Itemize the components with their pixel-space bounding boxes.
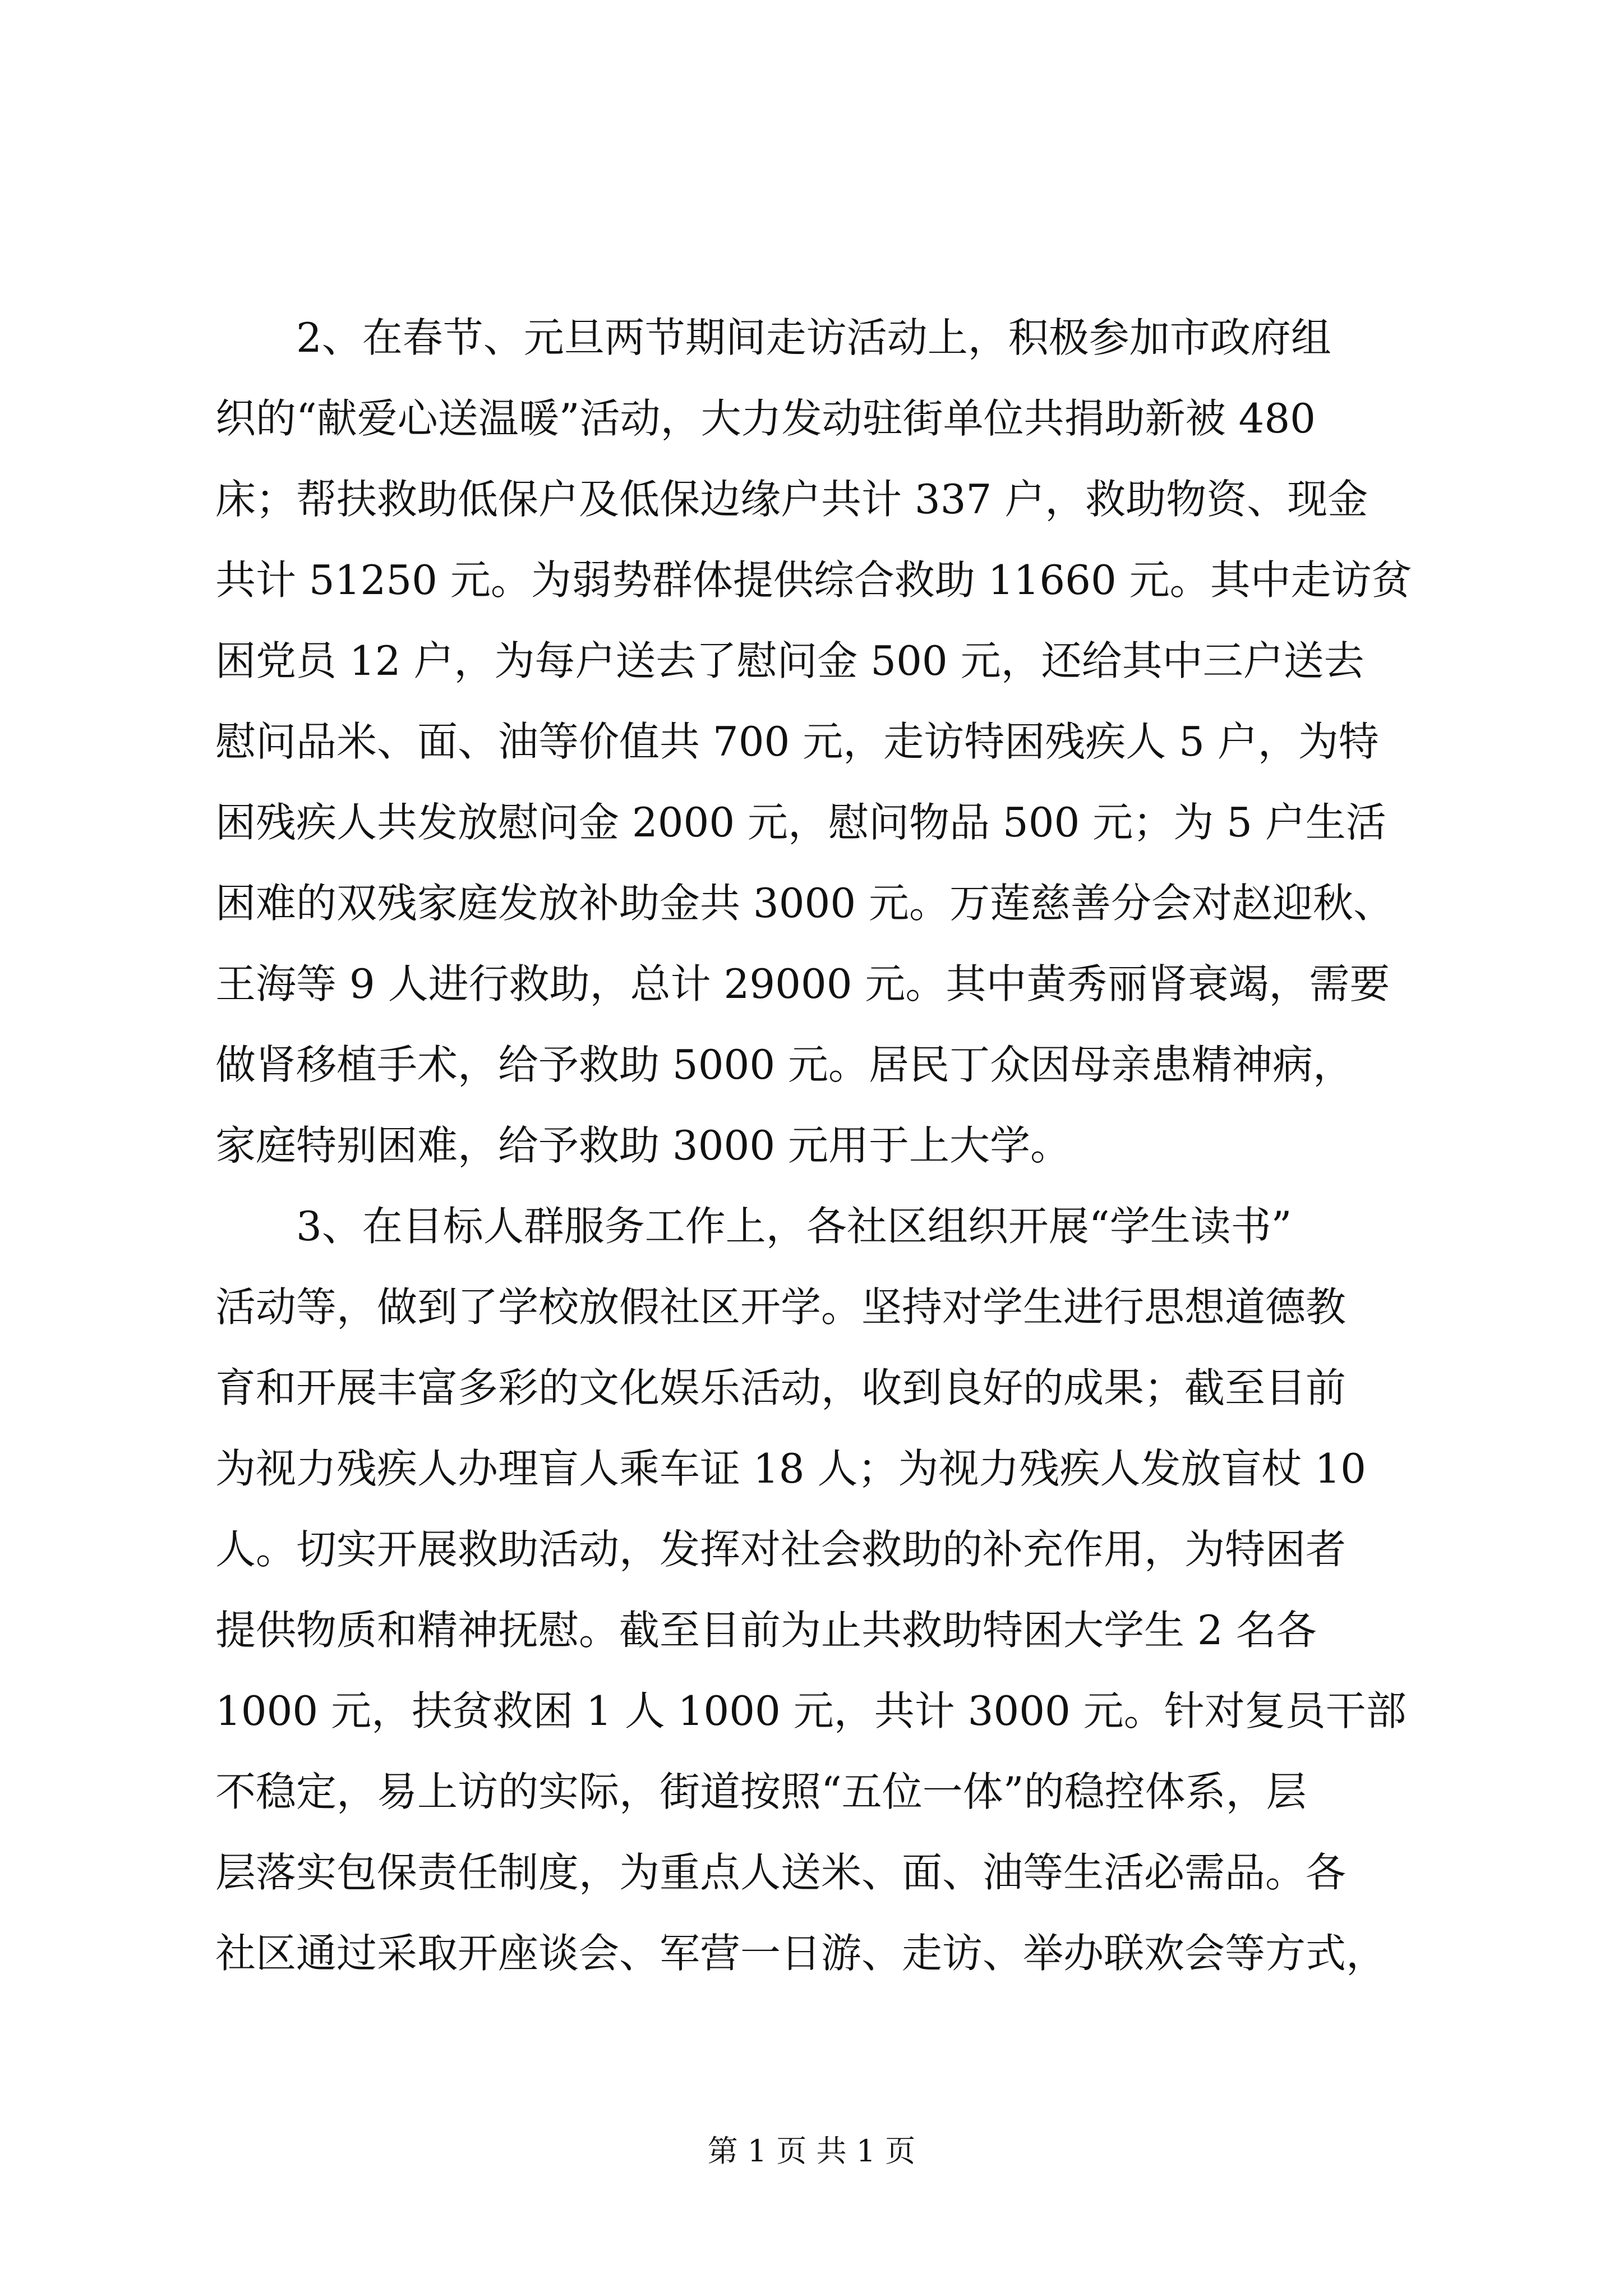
paragraph-line: 3、在目标人群服务工作上，各社区组织开展“学生读书”	[296, 1203, 1292, 1250]
paragraph-line: 共计 51250 元。为弱势群体提供综合救助 11660 元。其中走访贫	[215, 556, 1412, 604]
paragraph-line: 家庭特别困难，给予救助 3000 元用于上大学。	[215, 1122, 1071, 1169]
paragraph-line: 困党员 12 户，为每户送去了慰问金 500 元，还给其中三户送去	[215, 637, 1364, 684]
paragraph-line: 活动等，做到了学校放假社区开学。坚持对学生进行思想道德教	[215, 1283, 1347, 1331]
paragraph-line: 做肾移植手术，给予救助 5000 元。居民丁众因母亲患精神病，	[215, 1041, 1354, 1088]
page-footer	[0, 2132, 1623, 2171]
paragraph-2	[215, 1186, 1419, 1994]
paragraph-line: 提供物质和精神抚慰。截至目前为止共救助特困大学生 2 名各	[215, 1607, 1317, 1654]
paragraph-line: 1000 元，扶贫救困 1 人 1000 元，共计 3000 元。针对复员干部	[215, 1687, 1407, 1734]
paragraph-line: 社区通过采取开座谈会、军营一日游、走访、举办联欢会等方式，	[215, 1930, 1387, 1977]
document-body	[215, 297, 1419, 1994]
paragraph-line: 人。切实开展救助活动，发挥对社会救助的补充作用，为特困者	[215, 1526, 1347, 1573]
paragraph-line: 层落实包保责任制度，为重点人送米、面、油等生活必需品。各	[215, 1849, 1347, 1896]
paragraph-line: 不稳定，易上访的实际，街道按照“五位一体”的稳控体系，层	[215, 1768, 1307, 1815]
paragraph-line: 困残疾人共发放慰问金 2000 元，慰问物品 500 元；为 5 户生活	[215, 799, 1386, 846]
paragraph-line: 床；帮扶救助低保户及低保边缘户共计 337 户，救助物资、现金	[215, 476, 1368, 523]
page-number: 第 1 页 共 1 页	[707, 2133, 916, 2169]
paragraph-1	[215, 297, 1419, 1186]
paragraph-line: 慰问品米、面、油等价值共 700 元，走访特困残疾人 5 户，为特	[215, 718, 1379, 765]
paragraph-line: 困难的双残家庭发放补助金共 3000 元。万莲慈善分会对赵迎秋、	[215, 880, 1394, 927]
paragraph-line: 2、在春节、元旦两节期间走访活动上，积极参加市政府组	[296, 314, 1331, 361]
paragraph-line: 王海等 9 人进行救助，总计 29000 元。其中黄秀丽肾衰竭，需要	[215, 960, 1390, 1007]
paragraph-line: 育和开展丰富多彩的文化娱乐活动，收到良好的成果；截至目前	[215, 1364, 1347, 1411]
paragraph-line: 为视力残疾人办理盲人乘车证 18 人；为视力残疾人发放盲杖 10	[215, 1445, 1366, 1492]
paragraph-line: 织的“献爱心送温暖”活动，大力发动驻街单位共捐助新被 480	[215, 395, 1316, 442]
